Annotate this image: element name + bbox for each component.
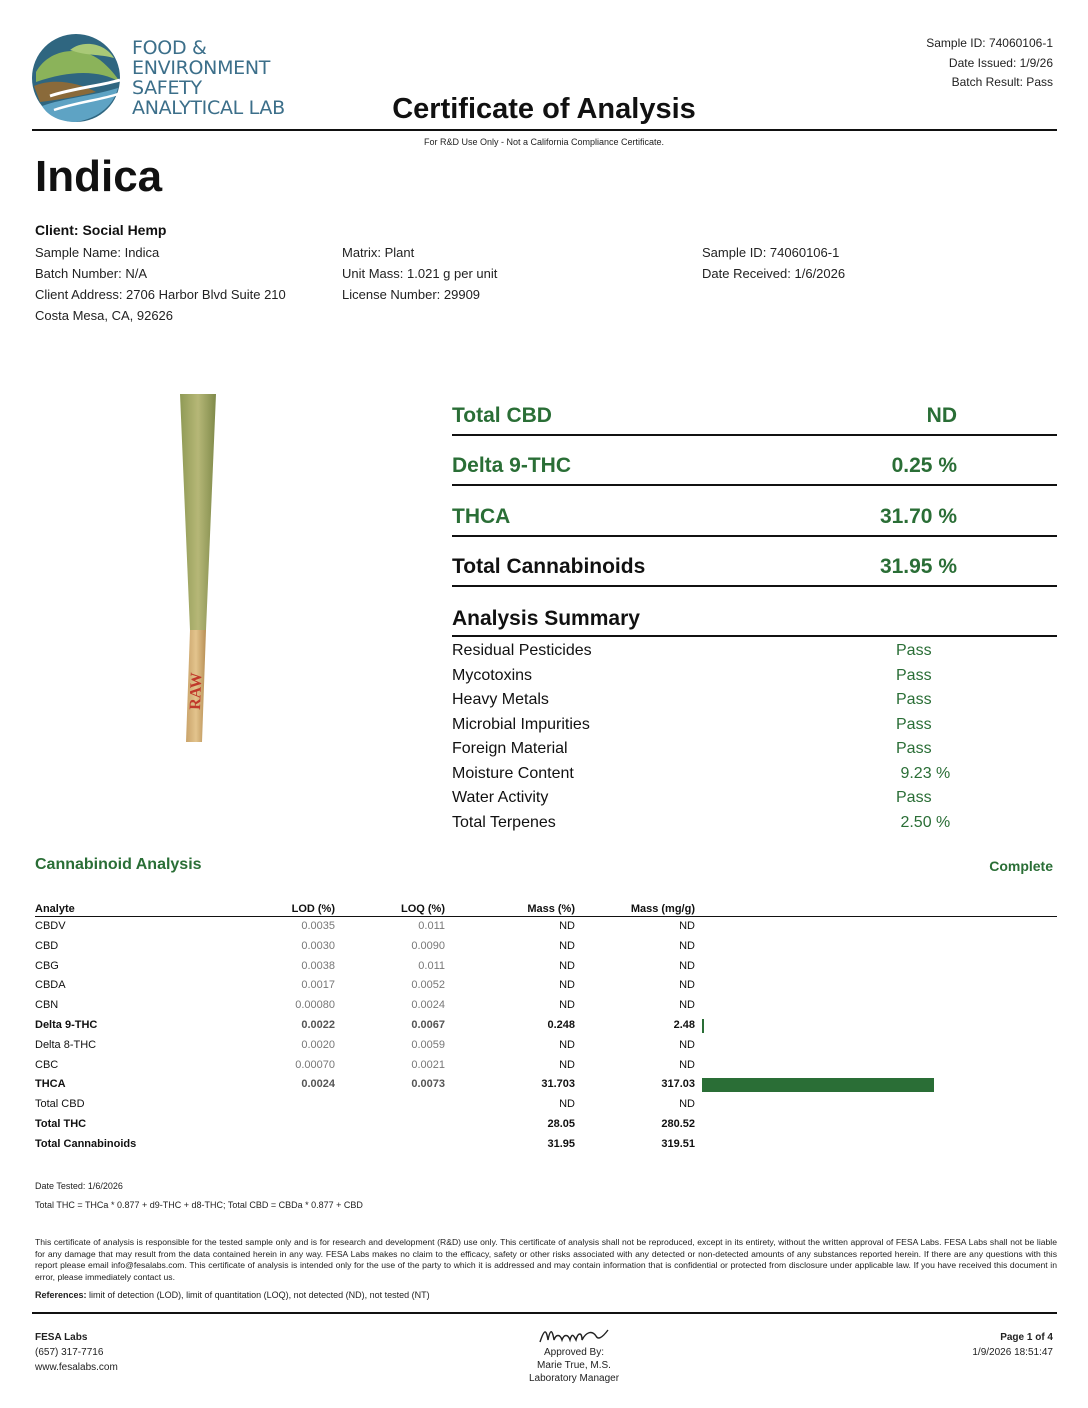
footer-phone: (657) 317-7716 <box>35 1347 104 1358</box>
signature-icon <box>536 1322 612 1348</box>
loq-cell: 0.0052 <box>411 979 445 992</box>
mass-pct-cell: 31.95 <box>547 1137 575 1150</box>
summary-value: 31.95 % <box>879 555 957 578</box>
analysis-row <box>452 713 1057 738</box>
analysis-label: Total Terpenes <box>452 813 556 831</box>
mass-pct-cell: ND <box>559 920 575 932</box>
mass-pct-cell: ND <box>559 1038 575 1051</box>
analysis-row <box>452 664 1057 689</box>
approver-title: Laboratory Manager <box>528 1373 620 1384</box>
summary-row-total-cannabinoids <box>452 537 1057 587</box>
batch-number: Batch Number: N/A <box>35 266 147 281</box>
lod-cell: 0.0038 <box>301 959 335 972</box>
summary-label: Total Cannabinoids <box>452 555 646 578</box>
mass-mg-cell: ND <box>679 1038 695 1051</box>
raw-brand-mark: RAW <box>187 672 206 711</box>
summary-label: Total CBD <box>452 404 552 427</box>
table-row <box>35 1115 1057 1135</box>
mass-mg-cell: ND <box>679 979 695 992</box>
header-batch-result: Batch Result: Pass <box>951 75 1053 89</box>
mass-mg-cell: ND <box>679 920 695 932</box>
mass-bar <box>702 1078 934 1092</box>
analyte-cell: Delta 9-THC <box>35 1018 98 1031</box>
summary-value: 0.25 % <box>891 454 957 477</box>
footer-company: FESA Labs <box>35 1332 88 1343</box>
lod-cell: 0.00070 <box>295 1058 335 1071</box>
client-label: Client: Social Hemp <box>35 222 167 238</box>
analyte-cell: CBC <box>35 1058 59 1071</box>
analysis-value: Pass <box>896 642 932 659</box>
unit-mass: Unit Mass: 1.021 g per unit <box>342 266 498 281</box>
footer-website[interactable]: www.fesalabs.com <box>35 1362 118 1373</box>
date-received: Date Received: 1/6/2026 <box>702 266 846 281</box>
lod-cell: 0.0030 <box>301 939 335 952</box>
summary-value: 31.70 % <box>879 505 957 528</box>
analysis-value: Pass <box>896 715 932 733</box>
summary-row-total-cbd <box>452 386 1057 436</box>
mass-mg-cell: 280.52 <box>661 1117 695 1130</box>
lod-cell: 0.0024 <box>301 1078 335 1091</box>
analysis-row <box>452 737 1057 762</box>
client-info-col-1 <box>35 242 286 326</box>
product-name: Indica <box>35 152 163 201</box>
header-divider <box>32 129 1057 131</box>
analysis-row <box>452 688 1057 713</box>
footer-approval <box>444 1346 704 1385</box>
table-row <box>35 976 1057 996</box>
license-number: License Number: 29909 <box>342 287 481 302</box>
mass-mg-cell: 2.48 <box>673 1018 695 1031</box>
cannabinoid-table <box>35 900 1057 1155</box>
loq-cell: 0.0021 <box>411 1058 445 1071</box>
table-body <box>35 917 1057 1155</box>
matrix: Matrix: Plant <box>342 245 415 260</box>
total-formula: Total THC = THCa * 0.877 + d9-THC + d8-THC; Total CBD = CBDa * 0.877 + CBD <box>35 1200 363 1210</box>
lod-cell: 0.0035 <box>301 920 335 932</box>
loq-cell: 0.0067 <box>411 1018 445 1031</box>
table-row <box>35 1135 1057 1155</box>
footer-timestamp: 1/9/2026 18:51:47 <box>972 1347 1053 1358</box>
table-row <box>35 1016 1057 1036</box>
lod-cell: 0.0022 <box>301 1018 335 1031</box>
analyte-cell: Total CBD <box>35 1098 85 1111</box>
analysis-row <box>452 762 1057 787</box>
analysis-label: Microbial Impurities <box>452 715 590 733</box>
analysis-value: 9.23 % <box>896 764 951 782</box>
mass-pct-cell: ND <box>559 939 575 952</box>
summary-label: Delta 9-THC <box>452 454 572 477</box>
table-row <box>35 996 1057 1016</box>
analysis-value: Pass <box>896 666 932 684</box>
summary-value: ND <box>926 404 957 427</box>
logo-line-3: SAFETY <box>132 77 202 99</box>
column-header-mass-mg: Mass (mg/g) <box>630 903 695 915</box>
analysis-value: Pass <box>896 691 932 708</box>
sample-name: Sample Name: Indica <box>35 245 160 260</box>
mass-mg-cell: 317.03 <box>661 1078 695 1091</box>
table-row <box>35 917 1057 937</box>
rd-use-note: For R&D Use Only - Not a California Compliance Certificate. <box>423 137 665 147</box>
header-date-issued: Date Issued: 1/9/26 <box>948 55 1053 70</box>
analysis-row <box>452 786 1057 811</box>
date-tested: Date Tested: 1/6/2026 <box>35 1181 123 1191</box>
mass-pct-cell: ND <box>559 979 575 992</box>
table-row <box>35 957 1057 977</box>
mass-mg-cell: ND <box>679 1098 695 1111</box>
lod-cell: 0.0017 <box>301 979 335 992</box>
analyte-cell: CBD <box>35 939 59 952</box>
loq-cell: 0.0073 <box>411 1078 445 1091</box>
mass-pct-cell: 0.248 <box>547 1018 575 1031</box>
header-sample-id: Sample ID: 74060106-1 <box>926 36 1053 50</box>
analyte-cell: CBG <box>35 959 59 972</box>
analysis-row <box>452 639 1057 664</box>
client-info-col-2 <box>342 242 497 305</box>
summary-label: THCA <box>452 505 511 528</box>
page-number: Page 1 of 4 <box>1000 1332 1053 1343</box>
analysis-label: Moisture Content <box>452 764 574 782</box>
certificate-title: Certificate of Analysis <box>392 93 696 125</box>
mass-mg-cell: ND <box>679 999 695 1012</box>
analysis-summary-divider <box>452 635 1057 637</box>
loq-cell: 0.011 <box>418 959 445 972</box>
mass-mg-cell: 319.51 <box>661 1137 695 1150</box>
client-address-line-2: Costa Mesa, CA, 92626 <box>35 308 174 323</box>
footer-divider <box>32 1312 1057 1314</box>
analysis-label: Water Activity <box>452 789 549 806</box>
lod-cell: 0.0020 <box>301 1038 335 1051</box>
loq-cell: 0.0024 <box>411 999 445 1012</box>
analysis-label: Residual Pesticides <box>452 642 592 659</box>
logo-line-1: FOOD & <box>132 37 207 59</box>
column-header-analyte: Analyte <box>35 903 75 915</box>
approved-by-label: Approved By: <box>543 1347 605 1358</box>
analyte-cell: CBDV <box>35 920 66 932</box>
loq-cell: 0.0059 <box>411 1038 445 1051</box>
analysis-label: Foreign Material <box>452 740 568 757</box>
lod-cell: 0.00080 <box>295 999 335 1012</box>
mass-mg-cell: ND <box>679 959 695 972</box>
analyte-cell: Delta 8-THC <box>35 1038 97 1051</box>
table-header <box>35 900 1057 917</box>
mass-mg-cell: ND <box>679 1058 695 1071</box>
mass-pct-cell: ND <box>559 999 575 1012</box>
analyte-cell: CBN <box>35 999 59 1012</box>
analyte-cell: THCA <box>35 1078 66 1091</box>
logo-line-2: ENVIRONMENT <box>132 57 271 79</box>
mass-pct-cell: ND <box>559 1058 575 1071</box>
mass-pct-cell: 31.703 <box>541 1078 575 1091</box>
header-meta <box>926 34 1053 93</box>
column-header-mass-pct: Mass (%) <box>527 903 575 915</box>
cannabinoid-analysis-status: Complete <box>989 858 1053 874</box>
cannabinoid-analysis-title: Cannabinoid Analysis <box>35 856 202 873</box>
pre-roll-joint-image <box>30 380 370 810</box>
analysis-value: 2.50 % <box>896 813 951 831</box>
table-row <box>35 1095 1057 1115</box>
column-header-lod: LOD (%) <box>291 903 335 915</box>
analysis-value: Pass <box>896 789 932 806</box>
references-text: limit of detection (LOD), limit of quantitation (LOQ), not detected (ND), not tested (NT) <box>86 1290 430 1300</box>
analysis-label: Mycotoxins <box>452 666 533 684</box>
analysis-label: Heavy Metals <box>452 691 549 708</box>
client-address-line-1: Client Address: 2706 Harbor Blvd Suite 210 <box>35 287 286 302</box>
analysis-value: Pass <box>896 740 932 757</box>
analyte-cell: CBDA <box>35 979 66 992</box>
approver-name: Marie True, M.S. <box>537 1360 611 1371</box>
client-info-col-3 <box>702 242 845 284</box>
references-label: References: <box>35 1290 87 1300</box>
table-row <box>35 1075 1057 1095</box>
summary-row-delta9-thc <box>452 436 1057 486</box>
footer-contact <box>35 1330 118 1375</box>
sample-id: Sample ID: 74060106-1 <box>702 245 840 260</box>
mass-bar <box>702 1019 704 1033</box>
table-row <box>35 937 1057 957</box>
analysis-row <box>452 811 1057 836</box>
footer-page-info <box>972 1330 1053 1360</box>
summary-row-thca <box>452 487 1057 537</box>
loq-cell: 0.0090 <box>411 939 445 952</box>
analyte-cell: Total THC <box>35 1117 87 1130</box>
references <box>35 1290 430 1300</box>
analyte-cell: Total Cannabinoids <box>35 1137 137 1150</box>
column-header-loq: LOQ (%) <box>401 903 445 915</box>
loq-cell: 0.011 <box>418 920 445 932</box>
logo-line-4: ANALYTICAL LAB <box>132 97 285 119</box>
analysis-summary-title: Analysis Summary <box>452 607 640 630</box>
mass-mg-cell: ND <box>679 939 695 952</box>
mass-pct-cell: 28.05 <box>547 1117 575 1130</box>
table-row <box>35 1056 1057 1076</box>
mass-pct-cell: ND <box>559 959 575 972</box>
disclaimer: This certificate of analysis is responsible for the tested sample only and is for research and development (R&D) use only. This certificate of analysis shall not be reproduced, except in its entirety, without the written approval of FESA Labs. FESA Labs shall not be liable for any damage that may result from the data contained herein in any way. FESA Labs makes no claim to the efficacy, safety or other risks associated with any detected or non-detected amounts of any substances reported herein. If there are any questions with this report please email info@fesalabs.com. This certificate of analysis is intended only for the use of the party to which it is addressed and may contain information that is confidential or protected from disclosure under applicable law. If you have received this document in error, please immediately contact us. <box>35 1237 1057 1282</box>
mass-pct-cell: ND <box>559 1098 575 1111</box>
table-row <box>35 1036 1057 1056</box>
